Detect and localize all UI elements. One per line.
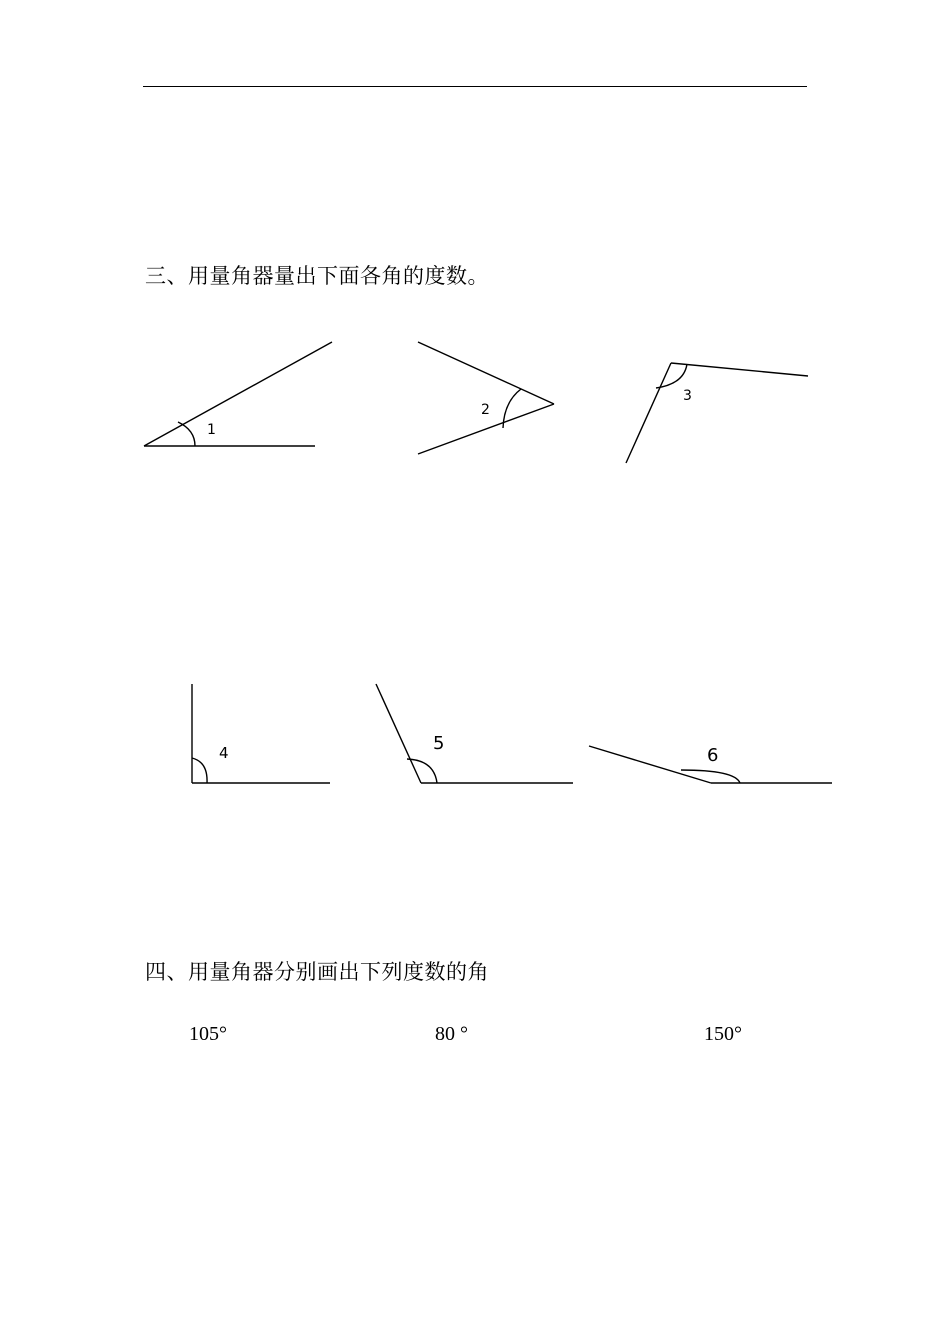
angle-5-ray-left [376, 684, 421, 783]
section-4-heading: 四、用量角器分别画出下列度数的角 [145, 960, 489, 984]
angle-2-label: 2 [481, 402, 490, 418]
angle-1 [144, 342, 332, 446]
angle-3-ray-left [626, 363, 671, 463]
angle-4 [192, 684, 330, 783]
degree-label-150: 150° [704, 1023, 742, 1045]
angle-1-ray-top [144, 342, 332, 446]
angle-3 [626, 363, 808, 463]
angle-3-ray-right [671, 363, 808, 376]
angle-2 [418, 342, 554, 454]
angle-4-label: 4 [219, 744, 229, 762]
degree-label-105: 105° [189, 1023, 227, 1045]
angle-6 [589, 745, 832, 783]
angle-2-ray-top [418, 342, 554, 404]
angle-5 [376, 684, 573, 783]
angle-1-label: 1 [207, 422, 216, 438]
section-3-heading: 三、用量角器量出下面各角的度数。 [145, 264, 489, 288]
angle-6-label: 6 [707, 745, 719, 766]
angle-3-label: 3 [683, 388, 692, 404]
angle-6-ray-left [589, 746, 711, 783]
angle-4-arc [192, 758, 207, 783]
angle-5-label: 5 [433, 733, 445, 754]
degree-label-80: 80 ° [435, 1023, 468, 1045]
